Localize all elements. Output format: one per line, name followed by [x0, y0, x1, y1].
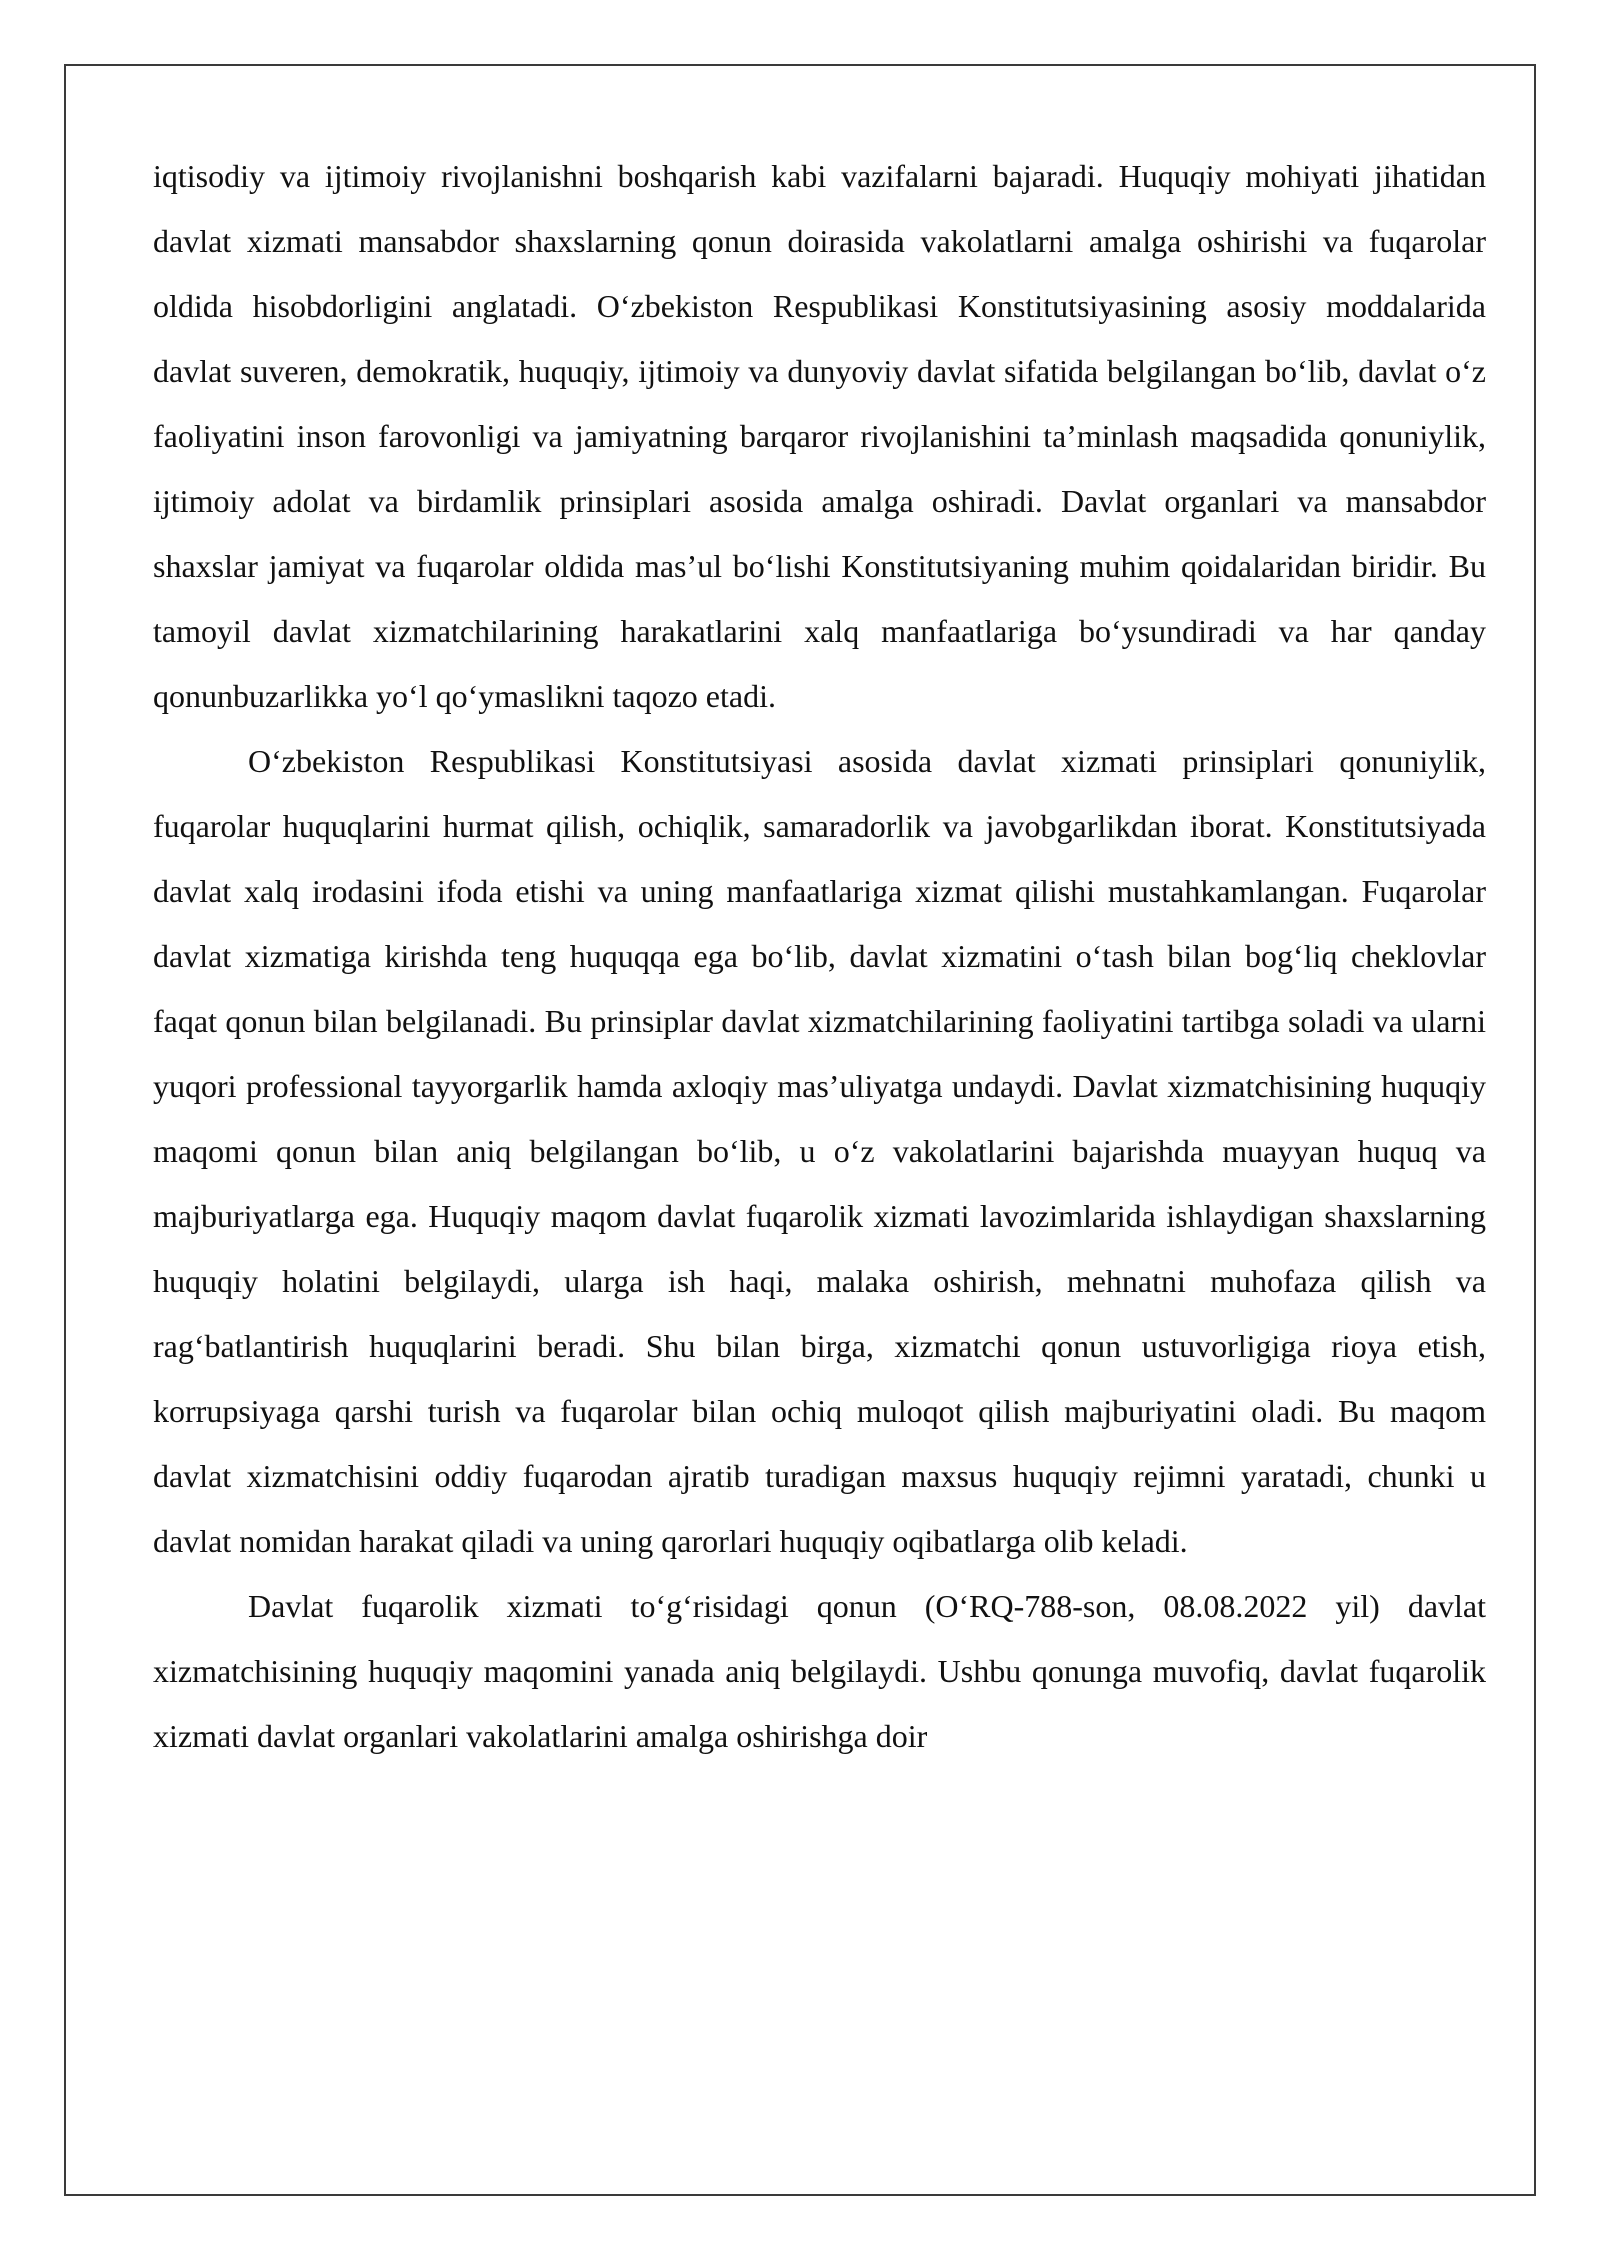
- document-body: [153, 144, 1486, 1769]
- paragraph-3: Davlat fuqarolik xizmati to‘g‘risidagi qonun (O‘RQ-788-son, 08.08.2022 yil) davlat xizmatchisining huquqiy maqomini yanada aniq belgilaydi. Ushbu qonunga muvofiq, davlat fuqarolik xizmati davlat organlari vakolatlarini amalga oshirishga doir: [153, 1588, 1486, 1754]
- paragraph-1: iqtisodiy va ijtimoiy rivojlanishni boshqarish kabi vazifalarni bajaradi. Huquqiy mohiyati jihatidan davlat xizmati mansabdor shaxslarning qonun doirasida vakolatlarni amalga oshirishi va fuqarolar oldida hisobdorligini anglatadi. O‘zbekiston Respublikasi Konstitutsiyasining asosiy moddalarida davlat suveren, demokratik, huquqiy, ijtimoiy va dunyoviy davlat sifatida belgilangan bo‘lib, davlat o‘z faoliyatini inson farovonligi va jamiyatning barqaror rivojlanishini ta’minlash maqsadida qonuniylik, ijtimoiy adolat va birdamlik prinsiplari asosida amalga oshiradi. Davlat organlari va mansabdor shaxslar jamiyat va fuqarolar oldida mas’ul bo‘lishi Konstitutsiyaning muhim qoidalaridan biridir. Bu tamoyil davlat xizmatchilarining harakatlarini xalq manfaatlariga bo‘ysundiradi va har qanday qonunbuzarlikka yo‘l qo‘ymaslikni taqozo etadi.: [153, 158, 1486, 714]
- paragraph-2: O‘zbekiston Respublikasi Konstitutsiyasi asosida davlat xizmati prinsiplari qonuniylik, fuqarolar huquqlarini hurmat qilish, ochiqlik, samaradorlik va javobgarlikdan iborat. Konstitutsiyada davlat xalq irodasini ifoda etishi va uning manfaatlariga xizmat qilishi mustahkamlangan. Fuqarolar davlat xizmatiga kirishda teng huquqqa ega bo‘lib, davlat xizmatini o‘tash bilan bog‘liq cheklovlar faqat qonun bilan belgilanadi. Bu prinsiplar davlat xizmatchilarining faoliyatini tartibga soladi va ularni yuqori professional tayyorgarlik hamda axloqiy mas’uliyatga undaydi. Davlat xizmatchisining huquqiy maqomi qonun bilan aniq belgilangan bo‘lib, u o‘z vakolatlarini bajarishda muayyan huquq va majburiyatlarga ega. Huquqiy maqom davlat fuqarolik xizmati lavozimlarida ishlaydigan shaxslarning huquqiy holatini belgilaydi, ularga ish haqi, malaka oshirish, mehnatni muhofaza qilish va rag‘batlantirish huquqlarini beradi. Shu bilan birga, xizmatchi qonun ustuvorligiga rioya etish, korrupsiyaga qarshi turish va fuqarolar bilan ochiq muloqot qilish majburiyatini oladi. Bu maqom davlat xizmatchisini oddiy fuqarodan ajratib turadigan maxsus huquqiy rejimni yaratadi, chunki u davlat nomidan harakat qiladi va uning qarorlari huquqiy oqibatlarga olib keladi.: [153, 743, 1486, 1559]
